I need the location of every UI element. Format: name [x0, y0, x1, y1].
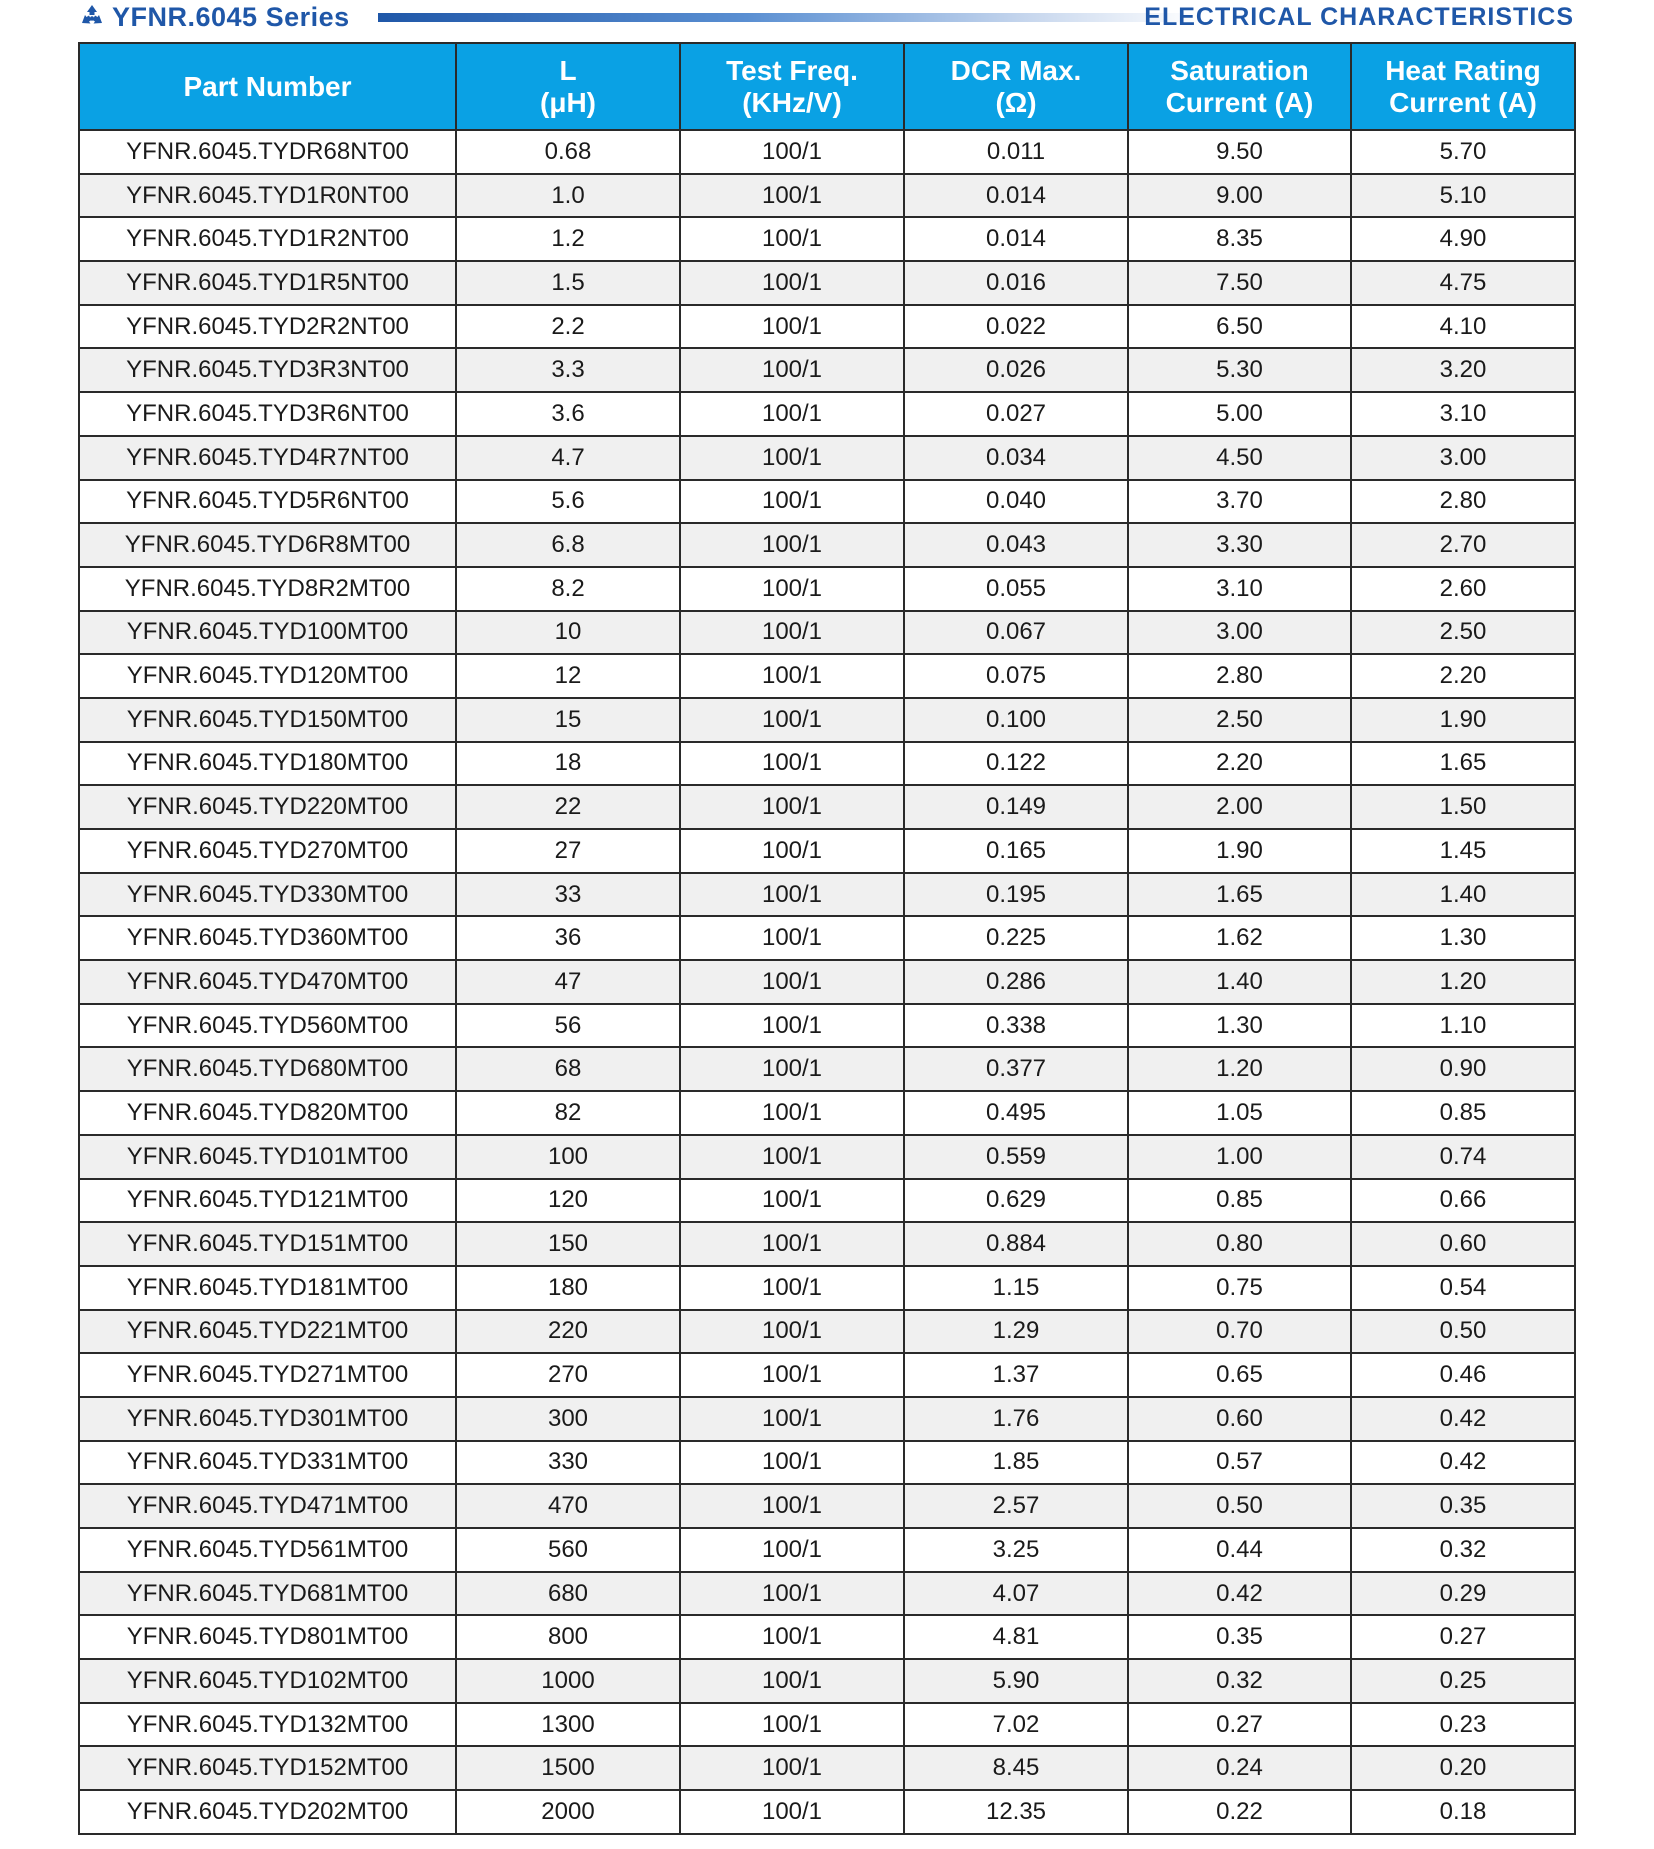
- inductance-cell: 8.2: [456, 567, 680, 611]
- column-header-line2: Current (A): [1389, 86, 1537, 118]
- table-row: [79, 960, 1575, 1004]
- heat-rating-current-cell: 0.66: [1351, 1179, 1575, 1223]
- saturation-current-cell: 0.24: [1128, 1746, 1351, 1790]
- heat-rating-current-cell: 1.45: [1351, 829, 1575, 873]
- table-row: [79, 1397, 1575, 1441]
- table-row: [79, 1047, 1575, 1091]
- part-number-cell: YFNR.6045.TYD6R8MT00: [79, 523, 456, 567]
- heat-rating-current-cell: 0.35: [1351, 1484, 1575, 1528]
- saturation-current-cell: 0.60: [1128, 1397, 1351, 1441]
- test-freq-cell: 100/1: [680, 1441, 904, 1485]
- part-number-cell: YFNR.6045.TYD360MT00: [79, 916, 456, 960]
- heat-rating-current-cell: 0.60: [1351, 1222, 1575, 1266]
- table-row: [79, 1266, 1575, 1310]
- inductance-cell: 36: [456, 916, 680, 960]
- table-row: [79, 785, 1575, 829]
- dcr-max-cell: 0.338: [904, 1004, 1128, 1048]
- inductance-cell: 27: [456, 829, 680, 873]
- dcr-max-cell: 0.559: [904, 1135, 1128, 1179]
- part-number-cell: YFNR.6045.TYD301MT00: [79, 1397, 456, 1441]
- dcr-max-cell: 4.81: [904, 1615, 1128, 1659]
- inductance-cell: 1.0: [456, 174, 680, 218]
- test-freq-cell: 100/1: [680, 742, 904, 786]
- saturation-current-cell: 3.00: [1128, 611, 1351, 655]
- dcr-max-cell: 1.76: [904, 1397, 1128, 1441]
- section-title: ELECTRICAL CHARACTERISTICS: [1144, 3, 1574, 31]
- column-header-line1: DCR Max.: [950, 54, 1082, 86]
- table-row: [79, 1484, 1575, 1528]
- dcr-max-cell: 0.100: [904, 698, 1128, 742]
- part-number-cell: YFNR.6045.TYD221MT00: [79, 1310, 456, 1354]
- dcr-max-cell: 0.014: [904, 174, 1128, 218]
- dcr-max-cell: 7.02: [904, 1703, 1128, 1747]
- saturation-current-cell: 1.20: [1128, 1047, 1351, 1091]
- part-number-cell: YFNR.6045.TYD270MT00: [79, 829, 456, 873]
- saturation-current-cell: 0.22: [1128, 1790, 1351, 1834]
- heat-rating-current-cell: 0.42: [1351, 1397, 1575, 1441]
- heat-rating-current-cell: 0.20: [1351, 1746, 1575, 1790]
- inductance-cell: 560: [456, 1528, 680, 1572]
- part-number-cell: YFNR.6045.TYD4R7NT00: [79, 436, 456, 480]
- inductance-cell: 10: [456, 611, 680, 655]
- test-freq-cell: 100/1: [680, 1659, 904, 1703]
- header-rule: [378, 13, 1198, 22]
- test-freq-cell: 100/1: [680, 1484, 904, 1528]
- heat-rating-current-cell: 0.42: [1351, 1441, 1575, 1485]
- heat-rating-current-cell: 1.65: [1351, 742, 1575, 786]
- series-title: YFNR.6045 Series: [112, 2, 350, 32]
- part-number-cell: YFNR.6045.TYD470MT00: [79, 960, 456, 1004]
- column-header-saturation-current: [1128, 43, 1351, 130]
- inductance-cell: 68: [456, 1047, 680, 1091]
- part-number-cell: YFNR.6045.TYD2R2NT00: [79, 305, 456, 349]
- saturation-current-cell: 2.00: [1128, 785, 1351, 829]
- saturation-current-cell: 0.65: [1128, 1353, 1351, 1397]
- saturation-current-cell: 0.80: [1128, 1222, 1351, 1266]
- test-freq-cell: 100/1: [680, 1266, 904, 1310]
- inductance-cell: 300: [456, 1397, 680, 1441]
- dcr-max-cell: 0.014: [904, 217, 1128, 261]
- heat-rating-current-cell: 1.20: [1351, 960, 1575, 1004]
- test-freq-cell: 100/1: [680, 960, 904, 1004]
- saturation-current-cell: 0.85: [1128, 1179, 1351, 1223]
- dcr-max-cell: 0.040: [904, 480, 1128, 524]
- heat-rating-current-cell: 0.74: [1351, 1135, 1575, 1179]
- table-row: [79, 523, 1575, 567]
- table-row: [79, 1790, 1575, 1834]
- part-number-cell: YFNR.6045.TYD1R5NT00: [79, 261, 456, 305]
- saturation-current-cell: 5.30: [1128, 348, 1351, 392]
- part-number-cell: YFNR.6045.TYD101MT00: [79, 1135, 456, 1179]
- part-number-cell: YFNR.6045.TYD801MT00: [79, 1615, 456, 1659]
- inductance-cell: 12: [456, 654, 680, 698]
- inductance-cell: 4.7: [456, 436, 680, 480]
- inductance-cell: 6.8: [456, 523, 680, 567]
- table-body: [79, 130, 1575, 1834]
- heat-rating-current-cell: 0.90: [1351, 1047, 1575, 1091]
- test-freq-cell: 100/1: [680, 1353, 904, 1397]
- part-number-cell: YFNR.6045.TYDR68NT00: [79, 130, 456, 174]
- part-number-cell: YFNR.6045.TYD202MT00: [79, 1790, 456, 1834]
- saturation-current-cell: 1.62: [1128, 916, 1351, 960]
- dcr-max-cell: 0.027: [904, 392, 1128, 436]
- dcr-max-cell: 0.495: [904, 1091, 1128, 1135]
- test-freq-cell: 100/1: [680, 1790, 904, 1834]
- inductance-cell: 15: [456, 698, 680, 742]
- heat-rating-current-cell: 1.50: [1351, 785, 1575, 829]
- part-number-cell: YFNR.6045.TYD331MT00: [79, 1441, 456, 1485]
- saturation-current-cell: 5.00: [1128, 392, 1351, 436]
- dcr-max-cell: 8.45: [904, 1746, 1128, 1790]
- heat-rating-current-cell: 0.54: [1351, 1266, 1575, 1310]
- table-row: [79, 1091, 1575, 1135]
- dcr-max-cell: 0.043: [904, 523, 1128, 567]
- table-row: [79, 916, 1575, 960]
- inductance-cell: 100: [456, 1135, 680, 1179]
- column-header-line1: Heat Rating: [1385, 54, 1541, 86]
- test-freq-cell: 100/1: [680, 567, 904, 611]
- table-row: [79, 742, 1575, 786]
- dcr-max-cell: 0.149: [904, 785, 1128, 829]
- test-freq-cell: 100/1: [680, 392, 904, 436]
- part-number-cell: YFNR.6045.TYD5R6NT00: [79, 480, 456, 524]
- part-number-cell: YFNR.6045.TYD151MT00: [79, 1222, 456, 1266]
- saturation-current-cell: 2.50: [1128, 698, 1351, 742]
- test-freq-cell: 100/1: [680, 305, 904, 349]
- table-row: [79, 1615, 1575, 1659]
- part-number-cell: YFNR.6045.TYD680MT00: [79, 1047, 456, 1091]
- dcr-max-cell: 0.067: [904, 611, 1128, 655]
- inductance-cell: 0.68: [456, 130, 680, 174]
- test-freq-cell: 100/1: [680, 130, 904, 174]
- dcr-max-cell: 3.25: [904, 1528, 1128, 1572]
- inductance-cell: 150: [456, 1222, 680, 1266]
- inductance-cell: 800: [456, 1615, 680, 1659]
- dcr-max-cell: 1.37: [904, 1353, 1128, 1397]
- part-number-cell: YFNR.6045.TYD181MT00: [79, 1266, 456, 1310]
- test-freq-cell: 100/1: [680, 1222, 904, 1266]
- dcr-max-cell: 1.29: [904, 1310, 1128, 1354]
- test-freq-cell: 100/1: [680, 1572, 904, 1616]
- saturation-current-cell: 2.80: [1128, 654, 1351, 698]
- test-freq-cell: 100/1: [680, 261, 904, 305]
- table-header-row: [79, 43, 1575, 130]
- table-row: [79, 1703, 1575, 1747]
- saturation-current-cell: 4.50: [1128, 436, 1351, 480]
- heat-rating-current-cell: 0.23: [1351, 1703, 1575, 1747]
- column-header-test-freq: [680, 43, 904, 130]
- saturation-current-cell: 0.50: [1128, 1484, 1351, 1528]
- dcr-max-cell: 0.884: [904, 1222, 1128, 1266]
- test-freq-cell: 100/1: [680, 1703, 904, 1747]
- table-row: [79, 873, 1575, 917]
- column-header-line2: (Ω): [995, 86, 1037, 118]
- test-freq-cell: 100/1: [680, 523, 904, 567]
- part-number-cell: YFNR.6045.TYD150MT00: [79, 698, 456, 742]
- part-number-cell: YFNR.6045.TYD1R0NT00: [79, 174, 456, 218]
- part-number-cell: YFNR.6045.TYD561MT00: [79, 1528, 456, 1572]
- table-row: [79, 348, 1575, 392]
- test-freq-cell: 100/1: [680, 174, 904, 218]
- table-row: [79, 1004, 1575, 1048]
- dcr-max-cell: 1.15: [904, 1266, 1128, 1310]
- heat-rating-current-cell: 3.10: [1351, 392, 1575, 436]
- dcr-max-cell: 0.225: [904, 916, 1128, 960]
- inductance-cell: 330: [456, 1441, 680, 1485]
- column-header-line2: (μH): [540, 86, 596, 118]
- test-freq-cell: 100/1: [680, 916, 904, 960]
- heat-rating-current-cell: 2.20: [1351, 654, 1575, 698]
- table-row: [79, 392, 1575, 436]
- table-row: [79, 174, 1575, 218]
- inductance-cell: 1.5: [456, 261, 680, 305]
- table-row: [79, 1353, 1575, 1397]
- heat-rating-current-cell: 1.10: [1351, 1004, 1575, 1048]
- test-freq-cell: 100/1: [680, 1528, 904, 1572]
- heat-rating-current-cell: 2.80: [1351, 480, 1575, 524]
- test-freq-cell: 100/1: [680, 1179, 904, 1223]
- dcr-max-cell: 0.055: [904, 567, 1128, 611]
- test-freq-cell: 100/1: [680, 698, 904, 742]
- table-row: [79, 829, 1575, 873]
- part-number-cell: YFNR.6045.TYD471MT00: [79, 1484, 456, 1528]
- dcr-max-cell: 1.85: [904, 1441, 1128, 1485]
- table-row: [79, 1222, 1575, 1266]
- page-header: [78, 0, 1574, 34]
- table-row: [79, 1179, 1575, 1223]
- inductance-cell: 680: [456, 1572, 680, 1616]
- test-freq-cell: 100/1: [680, 654, 904, 698]
- column-header-inductance: [456, 43, 680, 130]
- heat-rating-current-cell: 4.75: [1351, 261, 1575, 305]
- inductance-cell: 18: [456, 742, 680, 786]
- saturation-current-cell: 0.27: [1128, 1703, 1351, 1747]
- dcr-max-cell: 0.286: [904, 960, 1128, 1004]
- saturation-current-cell: 3.70: [1128, 480, 1351, 524]
- part-number-cell: YFNR.6045.TYD560MT00: [79, 1004, 456, 1048]
- heat-rating-current-cell: 2.60: [1351, 567, 1575, 611]
- heat-rating-current-cell: 5.10: [1351, 174, 1575, 218]
- saturation-current-cell: 2.20: [1128, 742, 1351, 786]
- inductance-cell: 5.6: [456, 480, 680, 524]
- column-header-line1: Test Freq.: [726, 54, 858, 86]
- saturation-current-cell: 1.90: [1128, 829, 1351, 873]
- saturation-current-cell: 1.05: [1128, 1091, 1351, 1135]
- dcr-max-cell: 0.195: [904, 873, 1128, 917]
- inductance-cell: 33: [456, 873, 680, 917]
- part-number-cell: YFNR.6045.TYD220MT00: [79, 785, 456, 829]
- saturation-current-cell: 0.44: [1128, 1528, 1351, 1572]
- dcr-max-cell: 0.016: [904, 261, 1128, 305]
- saturation-current-cell: 0.70: [1128, 1310, 1351, 1354]
- saturation-current-cell: 9.50: [1128, 130, 1351, 174]
- saturation-current-cell: 8.35: [1128, 217, 1351, 261]
- column-header-part-number: [79, 43, 456, 130]
- test-freq-cell: 100/1: [680, 1047, 904, 1091]
- part-number-cell: YFNR.6045.TYD132MT00: [79, 1703, 456, 1747]
- heat-rating-current-cell: 0.50: [1351, 1310, 1575, 1354]
- inductance-cell: 1300: [456, 1703, 680, 1747]
- table-row: [79, 130, 1575, 174]
- table-row: [79, 1572, 1575, 1616]
- dcr-max-cell: 0.022: [904, 305, 1128, 349]
- test-freq-cell: 100/1: [680, 1004, 904, 1048]
- heat-rating-current-cell: 3.20: [1351, 348, 1575, 392]
- test-freq-cell: 100/1: [680, 1091, 904, 1135]
- table-row: [79, 480, 1575, 524]
- dcr-max-cell: 0.011: [904, 130, 1128, 174]
- part-number-cell: YFNR.6045.TYD330MT00: [79, 873, 456, 917]
- heat-rating-current-cell: 3.00: [1351, 436, 1575, 480]
- part-number-cell: YFNR.6045.TYD3R6NT00: [79, 392, 456, 436]
- inductance-cell: 2000: [456, 1790, 680, 1834]
- heat-rating-current-cell: 0.46: [1351, 1353, 1575, 1397]
- test-freq-cell: 100/1: [680, 1135, 904, 1179]
- inductance-cell: 22: [456, 785, 680, 829]
- inductance-cell: 3.6: [456, 392, 680, 436]
- table-row: [79, 436, 1575, 480]
- saturation-current-cell: 1.00: [1128, 1135, 1351, 1179]
- dcr-max-cell: 0.034: [904, 436, 1128, 480]
- part-number-cell: YFNR.6045.TYD120MT00: [79, 654, 456, 698]
- table-row: [79, 1441, 1575, 1485]
- saturation-current-cell: 1.40: [1128, 960, 1351, 1004]
- part-number-cell: YFNR.6045.TYD102MT00: [79, 1659, 456, 1703]
- table-row: [79, 567, 1575, 611]
- saturation-current-cell: 1.65: [1128, 873, 1351, 917]
- dcr-max-cell: 0.075: [904, 654, 1128, 698]
- heat-rating-current-cell: 0.29: [1351, 1572, 1575, 1616]
- dcr-max-cell: 0.165: [904, 829, 1128, 873]
- table-row: [79, 305, 1575, 349]
- saturation-current-cell: 0.57: [1128, 1441, 1351, 1485]
- part-number-cell: YFNR.6045.TYD3R3NT00: [79, 348, 456, 392]
- table-row: [79, 1528, 1575, 1572]
- saturation-current-cell: 0.35: [1128, 1615, 1351, 1659]
- table-row: [79, 1135, 1575, 1179]
- table-row: [79, 217, 1575, 261]
- dcr-max-cell: 0.629: [904, 1179, 1128, 1223]
- heat-rating-current-cell: 4.90: [1351, 217, 1575, 261]
- inductance-cell: 1.2: [456, 217, 680, 261]
- table-row: [79, 1659, 1575, 1703]
- column-header-line1: Part Number: [183, 70, 352, 102]
- heat-rating-current-cell: 0.85: [1351, 1091, 1575, 1135]
- table-row: [79, 698, 1575, 742]
- heat-rating-current-cell: 0.25: [1351, 1659, 1575, 1703]
- saturation-current-cell: 0.32: [1128, 1659, 1351, 1703]
- inductance-cell: 3.3: [456, 348, 680, 392]
- column-header-line2: (KHz/V): [742, 86, 842, 118]
- table-row: [79, 261, 1575, 305]
- heat-rating-current-cell: 0.18: [1351, 1790, 1575, 1834]
- part-number-cell: YFNR.6045.TYD100MT00: [79, 611, 456, 655]
- dcr-max-cell: 0.122: [904, 742, 1128, 786]
- test-freq-cell: 100/1: [680, 1746, 904, 1790]
- saturation-current-cell: 3.10: [1128, 567, 1351, 611]
- dcr-max-cell: 4.07: [904, 1572, 1128, 1616]
- column-header-dcr-max: [904, 43, 1128, 130]
- test-freq-cell: 100/1: [680, 829, 904, 873]
- test-freq-cell: 100/1: [680, 785, 904, 829]
- heat-rating-current-cell: 0.27: [1351, 1615, 1575, 1659]
- dcr-max-cell: 0.377: [904, 1047, 1128, 1091]
- part-number-cell: YFNR.6045.TYD820MT00: [79, 1091, 456, 1135]
- test-freq-cell: 100/1: [680, 348, 904, 392]
- saturation-current-cell: 0.42: [1128, 1572, 1351, 1616]
- column-header-line2: Current (A): [1165, 86, 1314, 118]
- dcr-max-cell: 5.90: [904, 1659, 1128, 1703]
- heat-rating-current-cell: 0.32: [1351, 1528, 1575, 1572]
- heat-rating-current-cell: 4.10: [1351, 305, 1575, 349]
- heat-rating-current-cell: 5.70: [1351, 130, 1575, 174]
- table-row: [79, 654, 1575, 698]
- heat-rating-current-cell: 1.30: [1351, 916, 1575, 960]
- test-freq-cell: 100/1: [680, 436, 904, 480]
- inductance-cell: 1000: [456, 1659, 680, 1703]
- part-number-cell: YFNR.6045.TYD121MT00: [79, 1179, 456, 1223]
- test-freq-cell: 100/1: [680, 611, 904, 655]
- recycle-icon: [78, 3, 106, 31]
- inductance-cell: 220: [456, 1310, 680, 1354]
- inductance-cell: 47: [456, 960, 680, 1004]
- part-number-cell: YFNR.6045.TYD681MT00: [79, 1572, 456, 1616]
- heat-rating-current-cell: 1.40: [1351, 873, 1575, 917]
- test-freq-cell: 100/1: [680, 217, 904, 261]
- heat-rating-current-cell: 1.90: [1351, 698, 1575, 742]
- part-number-cell: YFNR.6045.TYD180MT00: [79, 742, 456, 786]
- dcr-max-cell: 2.57: [904, 1484, 1128, 1528]
- inductance-cell: 82: [456, 1091, 680, 1135]
- inductance-cell: 470: [456, 1484, 680, 1528]
- dcr-max-cell: 12.35: [904, 1790, 1128, 1834]
- part-number-cell: YFNR.6045.TYD271MT00: [79, 1353, 456, 1397]
- inductance-cell: 270: [456, 1353, 680, 1397]
- table-row: [79, 1310, 1575, 1354]
- part-number-cell: YFNR.6045.TYD8R2MT00: [79, 567, 456, 611]
- heat-rating-current-cell: 2.70: [1351, 523, 1575, 567]
- saturation-current-cell: 9.00: [1128, 174, 1351, 218]
- saturation-current-cell: 0.75: [1128, 1266, 1351, 1310]
- electrical-characteristics-table: [78, 42, 1576, 1835]
- heat-rating-current-cell: 2.50: [1351, 611, 1575, 655]
- table-row: [79, 1746, 1575, 1790]
- column-header-line1: Saturation: [1170, 54, 1309, 86]
- column-header-line1: L: [559, 54, 577, 86]
- test-freq-cell: 100/1: [680, 480, 904, 524]
- inductance-cell: 120: [456, 1179, 680, 1223]
- test-freq-cell: 100/1: [680, 1397, 904, 1441]
- inductance-cell: 2.2: [456, 305, 680, 349]
- test-freq-cell: 100/1: [680, 1310, 904, 1354]
- inductance-cell: 1500: [456, 1746, 680, 1790]
- inductance-cell: 56: [456, 1004, 680, 1048]
- test-freq-cell: 100/1: [680, 873, 904, 917]
- inductance-cell: 180: [456, 1266, 680, 1310]
- part-number-cell: YFNR.6045.TYD1R2NT00: [79, 217, 456, 261]
- test-freq-cell: 100/1: [680, 1615, 904, 1659]
- part-number-cell: YFNR.6045.TYD152MT00: [79, 1746, 456, 1790]
- dcr-max-cell: 0.026: [904, 348, 1128, 392]
- column-header-heat-rating-current: [1351, 43, 1575, 130]
- table-row: [79, 611, 1575, 655]
- saturation-current-cell: 1.30: [1128, 1004, 1351, 1048]
- saturation-current-cell: 6.50: [1128, 305, 1351, 349]
- saturation-current-cell: 7.50: [1128, 261, 1351, 305]
- saturation-current-cell: 3.30: [1128, 523, 1351, 567]
